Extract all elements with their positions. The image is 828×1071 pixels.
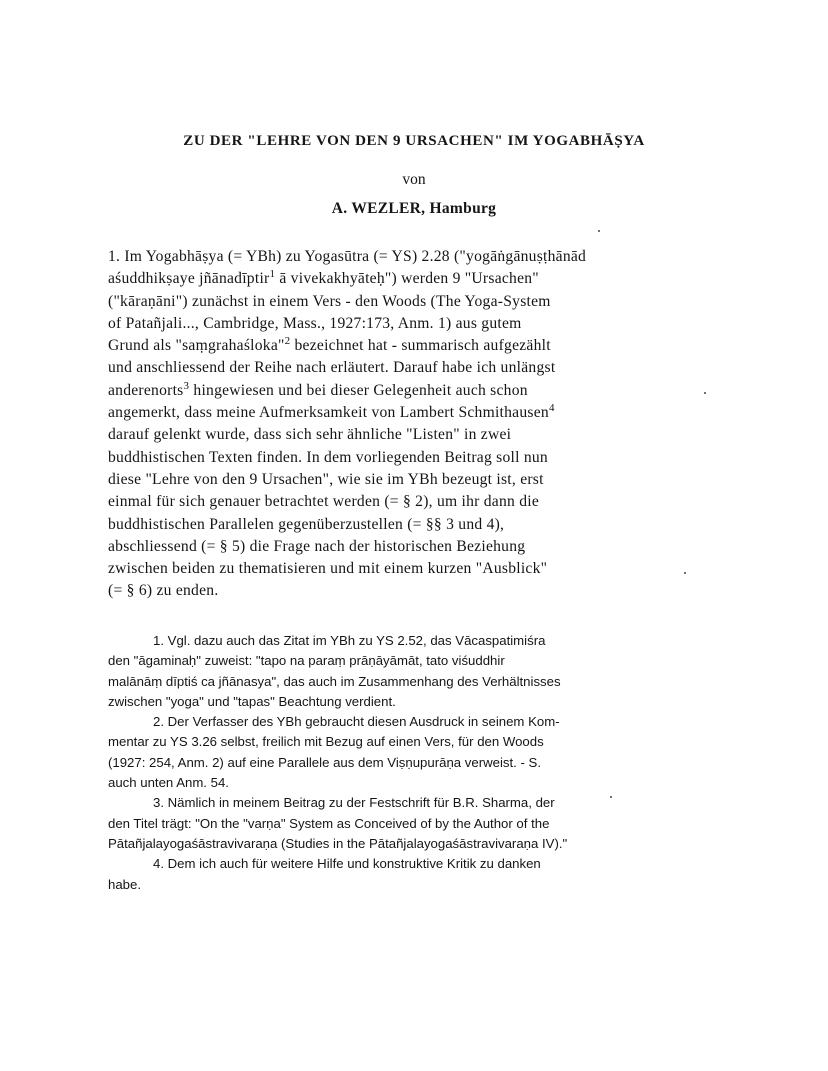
byline-von: von [402, 171, 426, 188]
footnote-marker[interactable]: 1 [269, 268, 276, 281]
footnote-line [108, 672, 718, 692]
body-line [108, 313, 718, 335]
footnote-line [108, 875, 718, 895]
body-line-text: und anschliessend der Reihe nach erläutert. Darauf habe ich unlängst [108, 359, 556, 377]
body-line-text: of Patañjali..., Cambridge, Mass., 1927:173, Anm. 1) aus gutem [108, 314, 522, 332]
body-line [108, 246, 718, 268]
body-line [108, 491, 718, 513]
footnote-line-text: den "āgaminaḥ" zuweist: "tapo na paraṃ prāṇāyāmāt, tato viśuddhir [108, 653, 505, 669]
footnote-line [108, 712, 718, 732]
footnote-marker[interactable]: 4 [548, 402, 555, 415]
footnote-line-text: 4. Dem ich auch für weitere Hilfe und konstruktive Kritik zu danken [153, 856, 541, 872]
body-line-text: buddhistischen Parallelen gegenüberzustellen (= §§ 3 und 4), [108, 515, 505, 533]
footnote-line-text: (1927: 254, Anm. 2) auf eine Parallele aus dem Viṣṇupurāṇa verweist. - S. [108, 754, 541, 770]
footnote-line-text: habe. [108, 876, 142, 892]
body-line [108, 469, 718, 491]
body-line-text: buddhistischen Texten finden. In dem vorliegenden Beitrag soll nun [108, 448, 548, 466]
scan-speck [684, 572, 686, 574]
footnotes [108, 631, 718, 895]
scan-speck [610, 796, 612, 798]
author-line: A. WEZLER, Hamburg [331, 200, 497, 217]
body-line-text: (= § 6) zu enden. [108, 582, 219, 600]
footnote-line [108, 753, 718, 773]
footnote-line [108, 773, 718, 793]
body-line [108, 335, 718, 357]
footnote-line [108, 793, 718, 813]
body-line-text: Grund als "saṃgrahaśloka" [108, 337, 285, 355]
body-line-text: ("kāraṇāni") zunächst in einem Vers - den Woods (The Yoga-System [108, 292, 551, 310]
body-line-text: abschliessend (= § 5) die Frage nach der historischen Beziehung [108, 537, 526, 555]
footnote-line-text: malānāṃ dīptiś ca jñānasya", das auch im Zusammenhang des Verhältnisses [108, 673, 561, 689]
body-line-text: bezeichnet hat - summarisch aufgezählt [290, 337, 551, 355]
body-line [108, 424, 718, 446]
body-line-text: ā vivekakhyāteḥ") werden 9 "Ursachen" [275, 270, 539, 288]
body-line [108, 380, 718, 402]
footnote-line-text: Pātañjalayogaśāstravivaraṇa (Studies in the Pātañjalayogaśāstravivaraṇa IV)." [108, 835, 568, 851]
body-line [108, 291, 718, 313]
footnote-line [108, 631, 718, 651]
footnote-line-text: auch unten Anm. 54. [108, 775, 229, 791]
footnote-line-text: zwischen "yoga" und "tapas" Beachtung verdient. [108, 693, 396, 709]
footnote-line-text: mentar zu YS 3.26 selbst, freilich mit Bezug auf einen Vers, für den Woods [108, 734, 544, 750]
body-line [108, 558, 718, 580]
body-paragraph [108, 246, 718, 603]
paper-title: ZU DER "LEHRE VON DEN 9 URSACHEN" IM YOGABHĀṢYA [183, 133, 645, 149]
body-line-text: 1. Im Yogabhāṣya (= YBh) zu Yogasūtra (= YS) 2.28 ("yogāṅgānuṣṭhānād [108, 248, 587, 265]
body-line-text: angemerkt, dass meine Aufmerksamkeit von Lambert Schmithausen [108, 404, 549, 422]
footnote-line [108, 732, 718, 752]
body-line [108, 402, 718, 424]
body-line [108, 536, 718, 558]
footnote-line [108, 854, 718, 874]
footnote-line [108, 834, 718, 854]
body-line [108, 357, 718, 379]
body-line [108, 447, 718, 469]
footnote-line [108, 814, 718, 834]
body-line-text: diese "Lehre von den 9 Ursachen", wie sie im YBh bezeugt ist, erst [108, 470, 544, 488]
body-line-text: hingewiesen und bei dieser Gelegenheit auch schon [189, 381, 528, 399]
footnote-line [108, 692, 718, 712]
body-line-text: anderenorts [108, 381, 184, 399]
footnote-line-text: 1. Vgl. dazu auch das Zitat im YBh zu YS 2.52, das Vācaspatimiśra [153, 633, 546, 648]
footnote-marker[interactable]: 2 [284, 335, 291, 348]
footnote-line-text: 3. Nämlich in meinem Beitrag zu der Festschrift für B.R. Sharma, der [153, 795, 555, 811]
body-line-text: aśuddhikṣaye jñānadīptir [108, 270, 270, 288]
body-line [108, 514, 718, 536]
body-line-text: zwischen beiden zu thematisieren und mit einem kurzen "Ausblick" [108, 560, 548, 578]
body-line [108, 580, 718, 602]
scan-speck [704, 392, 706, 394]
body-line-text: darauf gelenkt wurde, dass sich sehr ähnliche "Listen" in zwei [108, 426, 512, 444]
footnote-marker[interactable]: 3 [183, 379, 190, 392]
footnote-line-text: den Titel trägt: "On the "varṇa" System as Conceived of by the Author of the [108, 815, 550, 831]
footnote-line [108, 651, 718, 671]
body-line [108, 268, 718, 290]
footnote-line-text: 2. Der Verfasser des YBh gebraucht diesen Ausdruck in seinem Kom- [153, 714, 560, 730]
scan-speck [598, 230, 600, 232]
body-line-text: einmal für sich genauer betrachtet werden (= § 2), um ihr dann die [108, 493, 540, 511]
